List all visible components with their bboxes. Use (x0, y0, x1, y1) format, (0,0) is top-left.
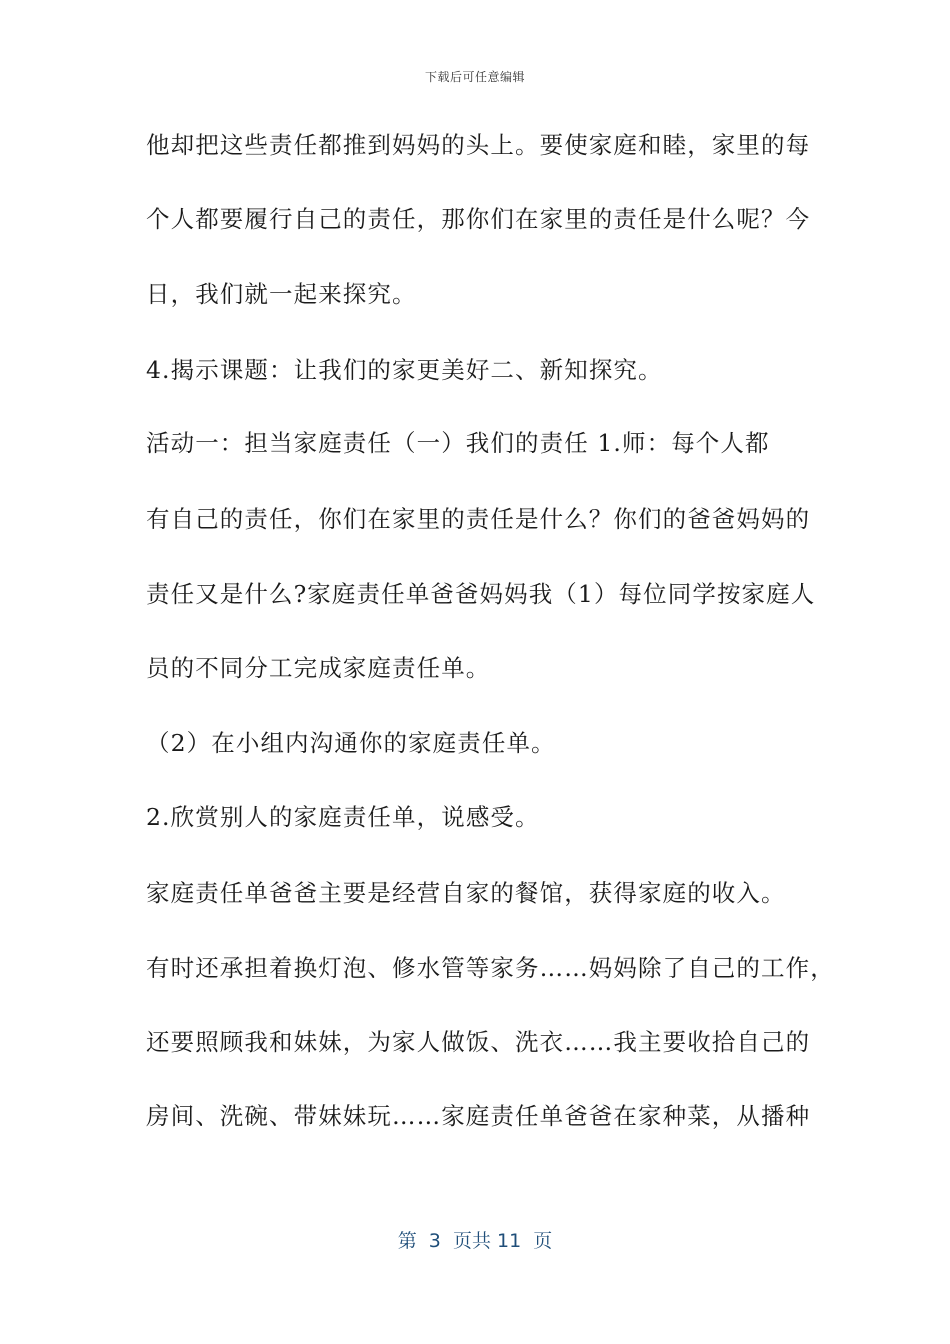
body-line-7: 责任又是什么?家庭责任单爸爸妈妈我（1）每位同学按家庭人 (146, 580, 816, 608)
body-line-8: 员的不同分工完成家庭责任单。 (146, 654, 491, 682)
body-line-2: 个人都要履行自己的责任，那你们在家里的责任是什么呢？今 (146, 205, 811, 233)
body-line-13: 还要照顾我和妹妹，为家人做饭、洗衣……我主要收拾自己的 (146, 1028, 811, 1056)
body-line-1: 他却把这些责任都推到妈妈的头上。要使家庭和睦，家里的每 (146, 131, 811, 159)
page-header: 下载后可任意编辑 (424, 70, 525, 84)
page-footer: 第 3 页共 11 页 (397, 1230, 553, 1252)
body-line-4: 4.揭示课题：让我们的家更美好二、新知探究。 (146, 356, 663, 384)
body-line-3: 日，我们就一起来探究。 (146, 280, 417, 308)
body-line-9: （2）在小组内沟通你的家庭责任单。 (146, 729, 556, 757)
body-line-5: 活动一：担当家庭责任（一）我们的责任 1.师：每个人都 (146, 429, 770, 457)
body-line-12: 有时还承担着换灯泡、修水管等家务……妈妈除了自己的工作， (146, 954, 835, 982)
body-line-14: 房间、洗碗、带妹妹玩……家庭责任单爸爸在家种菜，从播种 (146, 1102, 811, 1130)
body-line-10: 2.欣赏别人的家庭责任单，说感受。 (146, 803, 540, 831)
body-line-11: 家庭责任单爸爸主要是经营自家的餐馆，获得家庭的收入。 (146, 879, 786, 907)
body-line-6: 有自己的责任，你们在家里的责任是什么？你们的爸爸妈妈的 (146, 505, 811, 533)
